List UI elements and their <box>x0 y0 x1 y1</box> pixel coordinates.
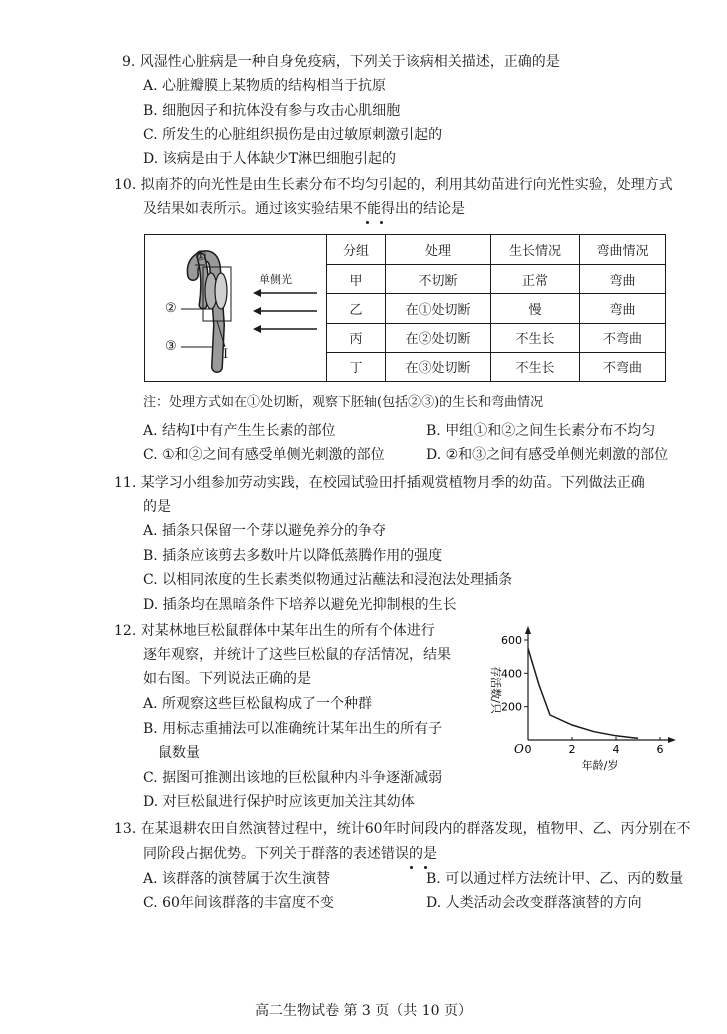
table-cell: 丁 <box>327 352 386 381</box>
q13-stem-line1: 13. 在某退耕农田自然演替过程中，统计60年时间段内的群落发现，植物甲、乙、丙分别在不 <box>114 821 691 837</box>
emphasis-dot <box>424 866 427 869</box>
q13-stem-line2: 同阶段占据优势。下列关于群落的表述错误的是 <box>143 846 437 862</box>
x-tick-label: 6 <box>656 743 664 756</box>
q12-option-a: A. 所观察这些巨松鼠构成了一个种群 <box>143 696 373 712</box>
table-header: 分组 <box>327 235 386 265</box>
q10-option-c: C. ①和②之间有感受单侧光刺激的部位 <box>143 447 385 463</box>
q10-stem-line1: 10. 拟南芥的向光性是由生长素分布不均匀引起的，利用其幼苗进行向光性实验，处理方式 <box>114 177 673 193</box>
q9-option-d: D. 该病是由于人体缺少T淋巴细胞引起的 <box>143 151 396 167</box>
table-cell: 不弯曲 <box>580 352 666 381</box>
table-cell: 慢 <box>491 294 580 323</box>
page-footer: 高二生物试卷 第 3 页（共 10 页） <box>255 1003 472 1019</box>
arrow-head <box>253 307 261 315</box>
arrow-head <box>253 289 261 297</box>
table-cell: 不生长 <box>491 323 580 352</box>
table-cell: 在①处切断 <box>386 294 491 323</box>
q11-option-d: D. 插条均在黑暗条件下培养以避免光抑制根的生长 <box>143 597 457 613</box>
q10-note: 注：处理方式如在①处切断，观察下胚轴(包括②③)的生长和弯曲情况 <box>143 395 544 410</box>
q10-option-b: B. 甲组①和②之间生长素分布不均匀 <box>426 423 656 439</box>
experiment-table <box>326 234 666 382</box>
light-label: 单侧光 <box>259 273 292 286</box>
survival-chart <box>448 622 684 772</box>
table-row <box>327 352 666 381</box>
q12-option-b: B. 用标志重捕法可以准确统计某年出生的所有子 <box>143 721 443 737</box>
table-cell: 不切断 <box>386 265 491 294</box>
q12-stem-line2: 逐年观察，并统计了这些巨松鼠的存活情况，结果 <box>143 647 451 663</box>
table-cell: 弯曲 <box>580 265 666 294</box>
y-axis-label: 存活数/只 <box>489 666 502 714</box>
arrow-head <box>253 325 261 333</box>
table-cell: 在③处切断 <box>386 352 491 381</box>
q13-option-a: A. 该群落的演替属于次生演替 <box>143 871 331 887</box>
table-row <box>327 323 666 352</box>
q13-option-c: C. 60年间该群落的丰富度不变 <box>143 895 334 911</box>
table-header: 弯曲情况 <box>580 235 666 265</box>
y-axis-arrow <box>525 626 531 634</box>
table-cell: 不生长 <box>491 352 580 381</box>
q12-option-c: C. 据图可推测出该地的巨松鼠种内斗争逐渐减弱 <box>143 770 443 786</box>
q11-stem-line1: 11. 某学习小组参加劳动实践，在校园试验田扦插观赏植物月季的幼苗。下列做法正确 <box>114 475 645 491</box>
q9-option-c: C. 所发生的心脏组织损伤是由过敏原刺激引起的 <box>143 127 443 143</box>
emphasis-dot <box>366 221 369 224</box>
q13-option-d: D. 人类活动会改变群落演替的方向 <box>426 895 642 911</box>
q12-option-b-cont: 鼠数量 <box>158 745 200 761</box>
q10-stem-line2: 及结果如表所示。通过该实验结果不能得出的结论是 <box>143 201 465 217</box>
q9-option-b: B. 细胞因子和抗体没有参与攻击心肌细胞 <box>143 103 401 119</box>
q11-option-b: B. 插条应该剪去多数叶片以降低蒸腾作用的强度 <box>143 548 443 564</box>
table-header: 处理 <box>386 235 491 265</box>
x-tick-label: 4 <box>612 743 620 756</box>
y-tick-label: 400 <box>501 667 522 681</box>
x-tick-label: 0 <box>524 743 532 756</box>
table-header-row <box>327 235 666 265</box>
table-row <box>327 294 666 323</box>
y-tick-label: 600 <box>501 634 522 647</box>
emphasis-dot <box>380 221 383 224</box>
mark-3: ③ <box>165 339 177 354</box>
table-cell: 不弯曲 <box>580 323 666 352</box>
cotyledon <box>215 273 227 309</box>
x-tick-label: 2 <box>568 743 576 756</box>
x-axis-label: 年龄/岁 <box>581 759 619 772</box>
q10-option-d: D. ②和③之间有感受单侧光刺激的部位 <box>426 447 669 463</box>
table-cell: 正常 <box>491 265 580 294</box>
mark-1: ① <box>195 249 207 264</box>
q9-option-a: A. 心脏瓣膜上某物质的结构相当于抗原 <box>143 78 387 94</box>
q9-stem: 9. 风湿性心脏病是一种自身免疫病，下列关于该病相关描述，正确的是 <box>122 54 560 70</box>
q11-option-a: A. 插条只保留一个芽以避免养分的争夺 <box>143 523 387 539</box>
q10-option-a: A. 结构Ⅰ中有产生生长素的部位 <box>143 423 336 439</box>
table-row <box>327 265 666 294</box>
seedling-figure-box <box>144 234 328 382</box>
table-cell: 在②处切断 <box>386 323 491 352</box>
y-tick-label: 200 <box>501 700 522 714</box>
structure-i-label: I <box>223 347 229 362</box>
table-cell: 丙 <box>327 323 386 352</box>
q11-stem-line2: 的是 <box>143 499 171 515</box>
q13-option-b: B. 可以通过样方法统计甲、乙、丙的数量 <box>426 871 684 887</box>
table-header: 生长情况 <box>491 235 580 265</box>
table-cell: 弯曲 <box>580 294 666 323</box>
x-axis-arrow <box>668 737 676 743</box>
table-cell: 乙 <box>327 294 386 323</box>
emphasis-dot <box>410 866 413 869</box>
mark-2: ② <box>165 301 177 316</box>
table-cell: 甲 <box>327 265 386 294</box>
survival-curve <box>528 648 638 738</box>
q12-option-d: D. 对巨松鼠进行保护时应该更加关注其幼体 <box>143 794 415 810</box>
q12-stem-line1: 12. 对某林地巨松鼠群体中某年出生的所有个体进行 <box>114 623 435 639</box>
origin-label: O <box>514 742 524 756</box>
q11-option-c: C. 以相同浓度的生长素类似物通过沾蘸法和浸泡法处理插条 <box>143 572 513 588</box>
q12-stem-line3: 如右图。下列说法正确的是 <box>143 671 311 687</box>
